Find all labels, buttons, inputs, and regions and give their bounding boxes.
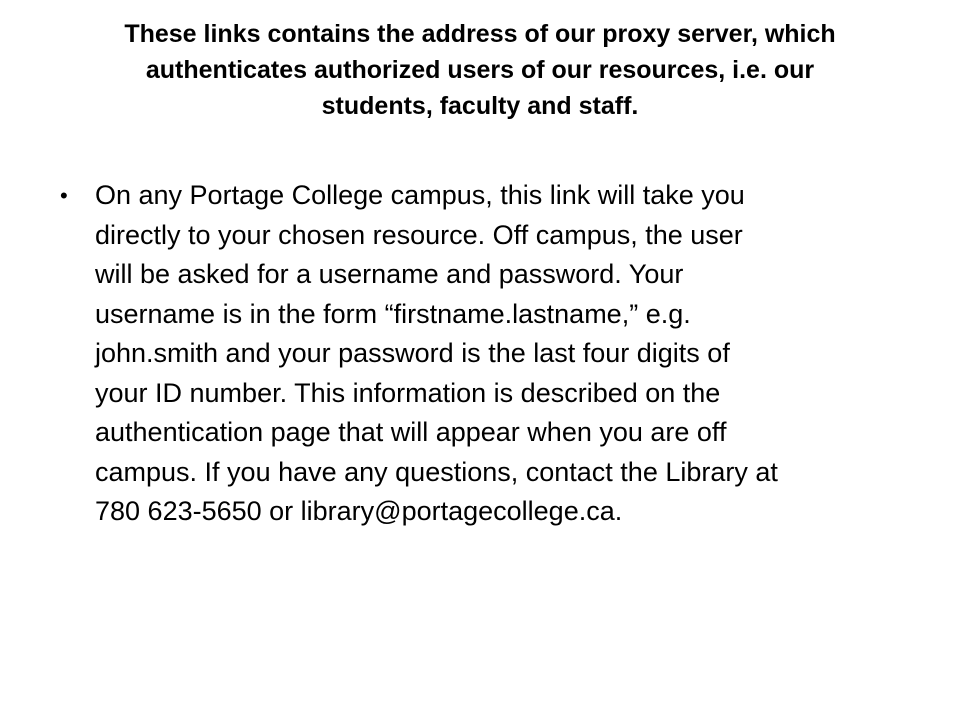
bullet-line: 780 623-5650 or library@portagecollege.ca. xyxy=(95,496,623,526)
bullet-icon: • xyxy=(60,183,68,208)
title-line: students, faculty and staff. xyxy=(321,92,639,120)
title-line: These links contains the address of our proxy server, which xyxy=(124,20,836,48)
bullet-line: will be asked for a username and password. Your xyxy=(95,259,684,289)
slide-title xyxy=(70,16,890,124)
bullet-line: campus. If you have any questions, contact the Library at xyxy=(95,456,778,487)
bullet-line: authentication page that will appear when you are off xyxy=(95,417,727,447)
bullet-line: username is in the form “firstname.lastname,” e.g. xyxy=(95,298,691,329)
bullet-line: On any Portage College campus, this link will take you xyxy=(95,180,745,210)
title-line: authenticates authorized users of our resources, i.e. our xyxy=(145,56,815,84)
bullet-line: john.smith and your password is the last four digits of xyxy=(95,338,730,368)
bullet-line: your ID number. This information is described on the xyxy=(95,377,721,408)
bullet-item xyxy=(60,176,920,532)
bullet-list xyxy=(60,176,920,532)
bullet-line: directly to your chosen resource. Off campus, the user xyxy=(95,219,743,250)
